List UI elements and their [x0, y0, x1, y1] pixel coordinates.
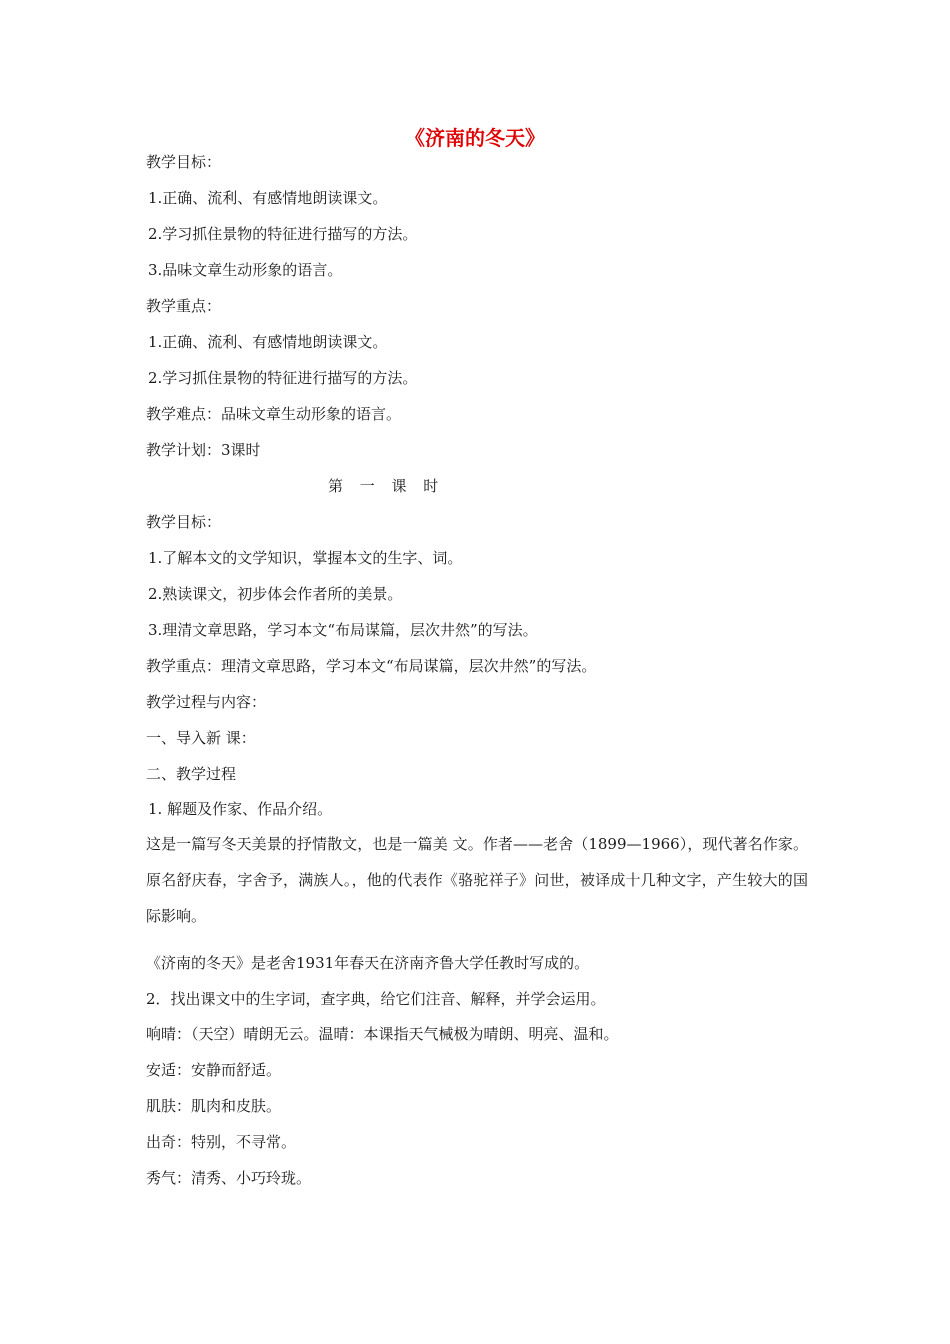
author-intro-paragraph: 这是一篇写冬天美景的抒情散文，也是一篇美 文。作者——老舍（1899—1966），现代著名作家。原名舒庆春，字舍予，满族人。，他的代表作《骆驼祥子》问世，被译成十几种文字，产生较大的国际影响。 [146, 835, 808, 925]
key-point-item-1: 1.正确、流利、有感情地朗读课文。 [148, 333, 388, 351]
lesson-objective-item-1: 1.了解本文的文学知识，掌握本文的生字、词。 [148, 549, 463, 567]
lesson-heading: 第 一 课 时 [328, 477, 445, 495]
vocab-xiangqing: 响晴：（天空）晴朗无云。温晴：本课指天气械极为晴朗、明亮、温和。 [146, 1025, 619, 1043]
key-point-item-2: 2.学习抓住景物的特征进行描写的方法。 [148, 369, 418, 387]
composition-note: 《济南的冬天》是老舍1931年春天在济南齐鲁大学任教时写成的。 [146, 954, 590, 972]
vocab-xiuqi: 秀气：清秀、小巧玲珑。 [146, 1169, 312, 1187]
difficulty-line: 教学难点：品味文章生动形象的语言。 [146, 405, 402, 423]
lesson-objectives-heading: 教学目标： [146, 513, 222, 531]
objective-item-2: 2.学习抓住景物的特征进行描写的方法。 [148, 225, 418, 243]
plan-line: 教学计划：3课时 [146, 441, 261, 459]
lesson-key-point-line: 教学重点：理清文章思路，学习本文“布局谋篇，层次井然”的写法。 [146, 657, 597, 675]
process-item-1: 1. 解题及作家、作品介绍。 [148, 800, 333, 818]
step-process-heading: 二、教学过程 [146, 765, 237, 783]
lesson-objective-item-3: 3.理清文章思路，学习本文“布局谋篇，层次井然”的写法。 [148, 621, 538, 639]
objective-item-1: 1.正确、流利、有感情地朗读课文。 [148, 189, 388, 207]
process-heading: 教学过程与内容： [146, 693, 267, 711]
vocab-anshi: 安适：安静而舒适。 [146, 1061, 282, 1079]
vocab-jifu: 肌肤：肌肉和皮肤。 [146, 1097, 282, 1115]
document-title: 《济南的冬天》 [405, 126, 545, 150]
section-heading-key-points: 教学重点： [146, 297, 222, 315]
lesson-objective-item-2: 2.熟读课文，初步体会作者所的美景。 [148, 585, 403, 603]
section-heading-objectives: 教学目标： [146, 153, 222, 171]
process-item-2: 2．找出课文中的生字词，查字典，给它们注音、解释，并学会运用。 [146, 990, 606, 1008]
objective-item-3: 3.品味文章生动形象的语言。 [148, 261, 343, 279]
vocab-chuqi: 出奇：特别，不寻常。 [146, 1133, 297, 1151]
step-intro-heading: 一、导入新 课： [146, 729, 256, 747]
